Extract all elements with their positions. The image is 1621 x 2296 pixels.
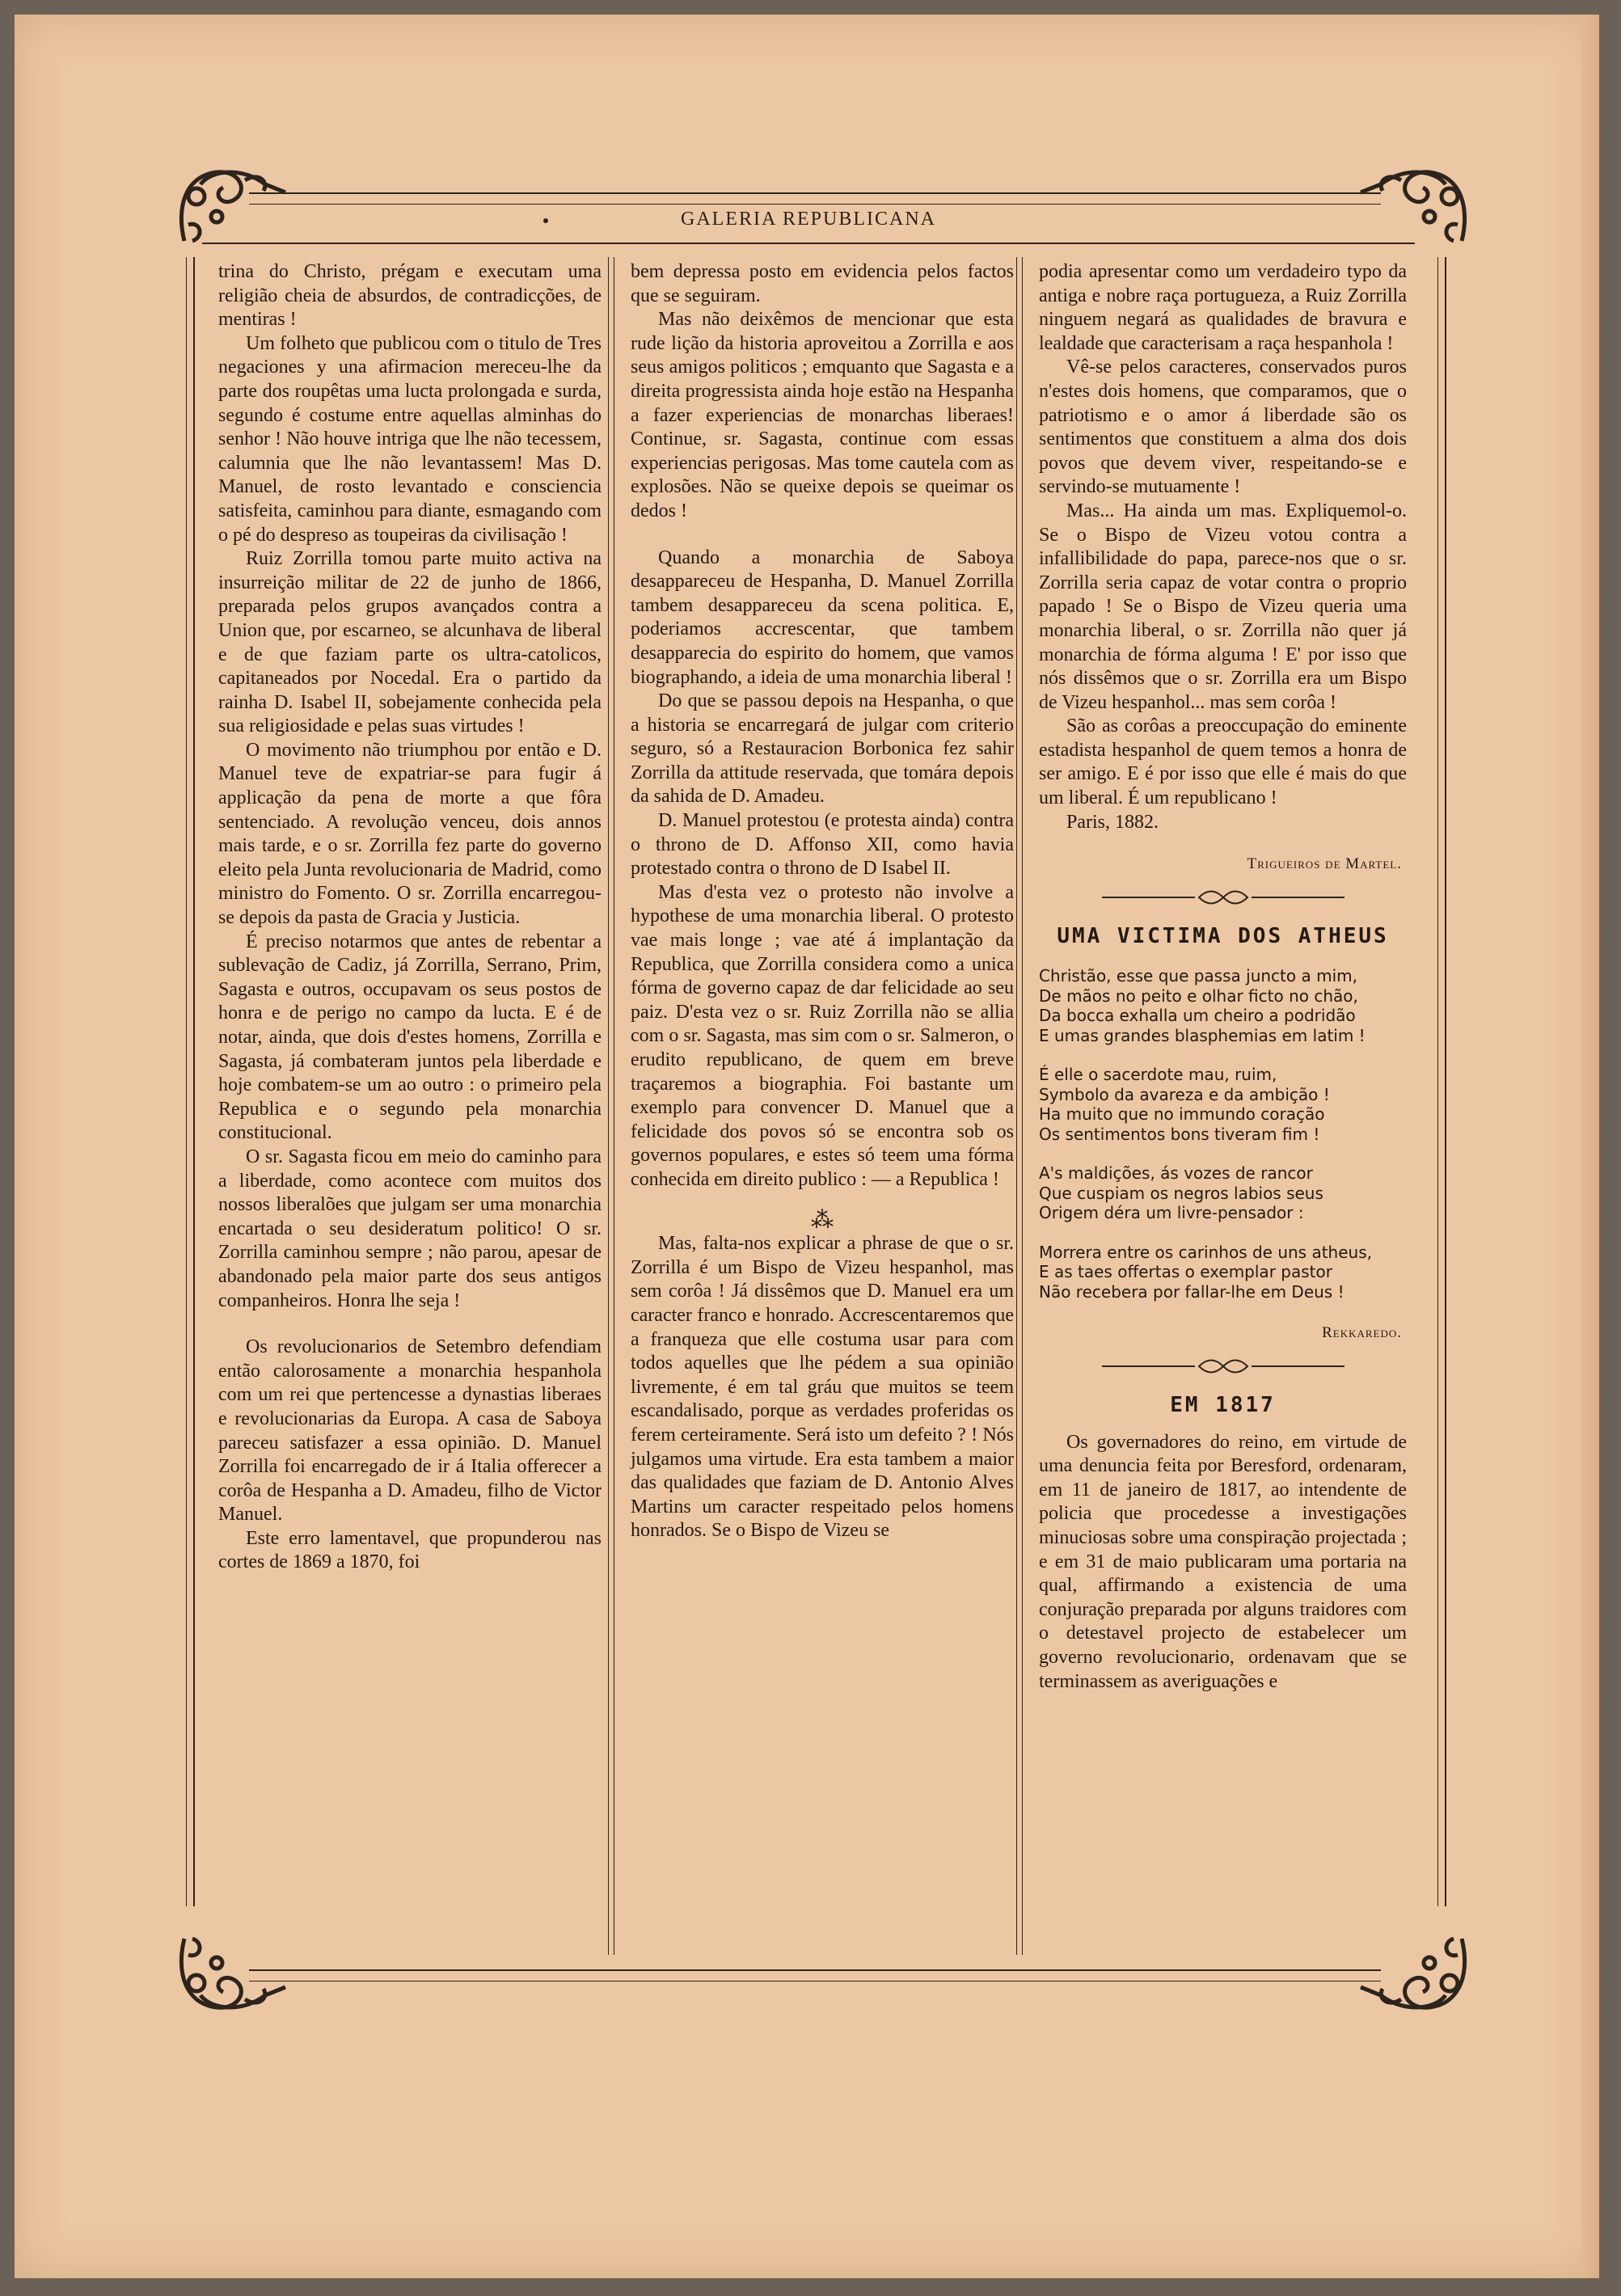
head-rule <box>202 243 1415 244</box>
stanza <box>1039 966 1407 1045</box>
page-edge <box>1581 15 1599 2278</box>
paragraph: Um folheto que publicou com o titulo de Tres negaciones y una afirmacion mereceu-lhe da parte dos roupêtas uma lucta prolongada e surda, segundo é costume entre aquellas alminhas do senhor ! Não houve intriga que lhe não tecessem, calumnia que lhe não levantassem! Mas D. Manuel, de rosto levantado e consciencia satisfeita, caminhou para diante, esmagando com o pé do despreso as toupeiras da civilisação ! <box>218 332 602 546</box>
paragraph: Os governadores do reino, em virtude de uma denuncia feita por Beresford, ordenaram, em 11 de janeiro de 1817, ao intendente de policia que procedesse a investigações minuciosas sobre uma conspiração projectada ; e em 31 de maio publicaram uma portaria na qual, affirmando a existencia de uma conjuração preparada por alguns traidores com o detestavel projecto de estabelecer um governo revolucionario, ordenavam que se terminassem as averiguações e <box>1039 1431 1407 1692</box>
frame-left-rule <box>186 257 195 1906</box>
poem-title: UMA VICTIMA DOS ATHEUS <box>1057 923 1389 948</box>
paragraph: Os revolucionarios de Setembro defendiam então calorosamente a monarchia hespanhola com um rei que pertencesse a dynastias liberaes e revolucionarias da Europa. A casa de Saboya pareceu satisfazer a essa opinião. D. Manuel Zorrilla foi encarregado de ir á Italia offerecer a corôa de Hespanha a D. Amadeu, filho de Victor Manuel. <box>218 1336 602 1526</box>
column-2 <box>631 260 1014 1543</box>
verse-line: Os sentimentos bons tiveram fim ! <box>1039 1124 1320 1144</box>
paragraph: Mas d'esta vez o protesto não involve a hypothese de uma monarchia liberal. O protesto vae mais longe ; vae até á implantação da Republica, que Zorrilla considera como a unica fórma de governo capaz de dar felicidade ao seu paiz. D'esta vez o sr. Ruiz Zorrilla não se allia com o sr. Sagasta, mas sim com o sr. Salmeron, o erudito republicano, de quem em breve traçaremos a biographia. Foi bastante um exemplo para convencer D. Manuel que a felicidade dos povos só se encontra sob os governos populares, e estes só teem uma fórma conhecida em direito publico : — a Republica ! <box>631 881 1014 1190</box>
verse-line: Morrera entre os carinhos de uns atheus, <box>1039 1242 1372 1262</box>
corner-ornament-icon <box>168 160 289 249</box>
frame-top-rule <box>249 192 1381 205</box>
verse-line: Que cuspiam os negros labios seus <box>1039 1183 1323 1203</box>
paragraph: Ruiz Zorrilla tomou parte muito activa na insurreição militar de 22 de junho de 1866, preparada pelos grupos avançados contra a Union que, por escarneo, se alcunhava de liberal e de que faziam parte os ultra-catolicos, capitaneados por Nocedal. Era o partido da rainha D. Isabel II, sobejamente conhecida pela sua religiosidade e pelas suas virtudes ! <box>218 548 602 737</box>
divider-ornament-icon <box>1102 888 1345 907</box>
paragraph: Mas... Ha ainda um mas. Expliquemol-o. Se o Bispo de Vizeu votou contra a infallibilidade do papa, parece-nos que o sr. Zorrilla seria capaz de votar contra o proprio papado ! Se o Bispo de Vizeu queria uma monarchia liberal, o sr. Zorrilla não quer já monarchia de fórma alguma ! E' por isso que nós dissêmos que o sr. Zorrilla era um Bispo de Vizeu hespanhol... mas sem corôa ! <box>1039 500 1407 713</box>
paragraph: Este erro lamentavel, que propunderou nas cortes de 1869 a 1870, foi <box>218 1527 602 1573</box>
verse-line: É elle o sacerdote mau, ruim, <box>1039 1065 1277 1085</box>
head-dot <box>543 218 548 223</box>
corner-ornament-icon <box>168 1931 289 2020</box>
paragraph: O movimento não triumphou por então e D. Manuel teve de expatriar-se para fugir á applicação da pena de morte a que fôra sentenciado. A revolução venceu, dois annos mais tarde, e o sr. Zorrilla fez parte do governo eleito pela Junta revolucionaria de Madrid, como ministro do Fomento. O sr. Zorrilla encarregou-se depois da pasta de Gracia y Justicia. <box>218 739 602 929</box>
stanza <box>1039 1243 1407 1302</box>
verse-line: Ha muito que no immundo coração <box>1039 1104 1325 1125</box>
verse-line: Christão, esse que passa juncto a mim, <box>1039 966 1357 986</box>
column-3 <box>1039 260 1407 1694</box>
frame-bottom-rule <box>249 1969 1381 1982</box>
divider-ornament-icon <box>1102 1357 1345 1376</box>
section-title: EM 1817 <box>1170 1393 1276 1418</box>
verse-line: Origem déra um livre-pensador : <box>1039 1203 1304 1223</box>
paragraph: podia apresentar como um verdadeiro typo da antiga e nobre raça portugueza, a Ruiz Zorrilla ninguem negará as qualidades de bravura e lealdade que caracterisam a raça hespanhola ! <box>1039 261 1407 354</box>
paragraph: É preciso notarmos que antes de rebentar a sublevação de Cadiz, já Zorrilla, Serrano, Prim, Sagasta e outros, occupavam os seus postos de honra e de perigo no campo da lucta. E é de notar, ainda, que dois d'estes homens, Zorrilla e Sagasta, já combateram juntos pela liberdade e hoje combatem-se um ao outro : o primeiro pela Republica e o segundo pela monarchia constitucional. <box>218 931 602 1144</box>
corner-ornament-icon <box>1357 1931 1478 2020</box>
paragraph: trina do Christo, prégam e executam uma religião cheia de absurdos, de contradicções, de mentiras ! <box>218 261 602 331</box>
stanza <box>1039 1065 1407 1144</box>
column-rule <box>1016 257 1023 1955</box>
author-signature: Rekkaredo. <box>1322 1324 1402 1342</box>
paragraph: bem depressa posto em evidencia pelos factos que se seguiram. <box>631 261 1014 306</box>
dateline: Paris, 1882. <box>1066 811 1159 833</box>
corner-ornament-icon <box>1357 160 1478 249</box>
verse-line: E umas grandes blasphemias em latim ! <box>1039 1025 1366 1045</box>
verse-line: Não recebera por fallar-lhe em Deus ! <box>1039 1281 1345 1302</box>
frame-right-rule <box>1437 257 1446 1906</box>
verse-line: Da bocca exhalla um cheiro a podridão <box>1039 1006 1356 1026</box>
paragraph: Vê-se pelos caracteres, conservados puros n'estes dois homens, que comparamos, que o patriotismo e o amor á liberdade são os sentimentos que constituem a alma dos dois povos que devem viver, respeitando-se e servindo-se mutuamente ! <box>1039 357 1407 498</box>
paragraph: Quando a monarchia de Saboya desappareceu de Hespanha, D. Manuel Zorrilla tambem desappareceu da scena politica. E, poderiamos accrescentar, que tambem desapparecia do espirito do homem, que vamos biographando, a ideia de uma monarchia liberal ! <box>631 547 1014 688</box>
verse-line: De mãos no peito e olhar ficto no chão, <box>1039 986 1358 1006</box>
stanza <box>1039 1163 1407 1223</box>
poem <box>1039 966 1407 1302</box>
column-1 <box>218 260 602 1575</box>
verse-line: E as taes offertas o exemplar pastor <box>1039 1262 1332 1282</box>
asterism: ⁂ <box>811 1207 834 1233</box>
verse-line: A's maldições, ás vozes de rancor <box>1039 1163 1313 1184</box>
running-head: GALERIA REPUBLICANA <box>680 209 936 230</box>
paragraph: Mas, falta-nos explicar a phrase de que o sr. Zorrilla é um Bispo de Vizeu hespanhol, mas sem corôa ! Já dissêmos que D. Manuel era um caracter franco e honrado. Accrescentaremos que a franqueza que elle costuma usar para com todos aquelles que lhe pédem a sua opinião livremente, é em tal gráu que muitos se teem escandalisado, porque as verdades proferidas os ferem certeiramente. Será isto um defeito ? ! Nós julgamos uma virtude. Era esta tambem a maior das qualidades que faziam de D. Antonio Alves Martins um caracter respeitado pelos homens honrados. Se o Bispo de Vizeu se <box>631 1233 1014 1542</box>
verse-line: Symbolo da avareza e da ambição ! <box>1039 1084 1330 1104</box>
paragraph: Do que se passou depois na Hespanha, o que a historia se encarregará de julgar com criterio seguro, só a Restauracion Borbonica fez sahir Zorrilla da attitude reservada, que tomára depois da sahida de D. Amadeu. <box>631 690 1014 808</box>
paragraph: São as corôas a preoccupação do eminente estadista hespanhol de quem temos a honra de ser amigo. E é por isso que elle é mais do que um liberal. É um republicano ! <box>1039 715 1407 809</box>
paragraph: D. Manuel protestou (e protesta ainda) contra o throno de D. Affonso XII, como havia protestado contra o throno de D Isabel II. <box>631 810 1014 880</box>
author-signature: Trigueiros de Martel. <box>1247 855 1402 873</box>
paragraph: O sr. Sagasta ficou em meio do caminho para a liberdade, como acontece com muitos dos nossos liberalões que julgam ser uma monarchia encartada o seu desideratum politico! O sr. Zorrilla caminhou sempre ; não parou, apesar de abandonado pela maior parte dos seus antigos companheiros. Honra lhe seja ! <box>218 1146 602 1311</box>
paragraph: Mas não deixêmos de mencionar que esta rude lição da historia aproveitou a Zorrilla e aos seus amigos politicos ; emquanto que Sagasta e a direita progressista ainda hoje estão na Hespanha a fazer experiencias de monarchas liberaes! Continue, sr. Sagasta, continue com essas experiencias perigosas. Mas tome cautela com as explosões. Não se queixe depois se queimar os dedos ! <box>631 309 1014 521</box>
column-rule <box>608 257 614 1955</box>
